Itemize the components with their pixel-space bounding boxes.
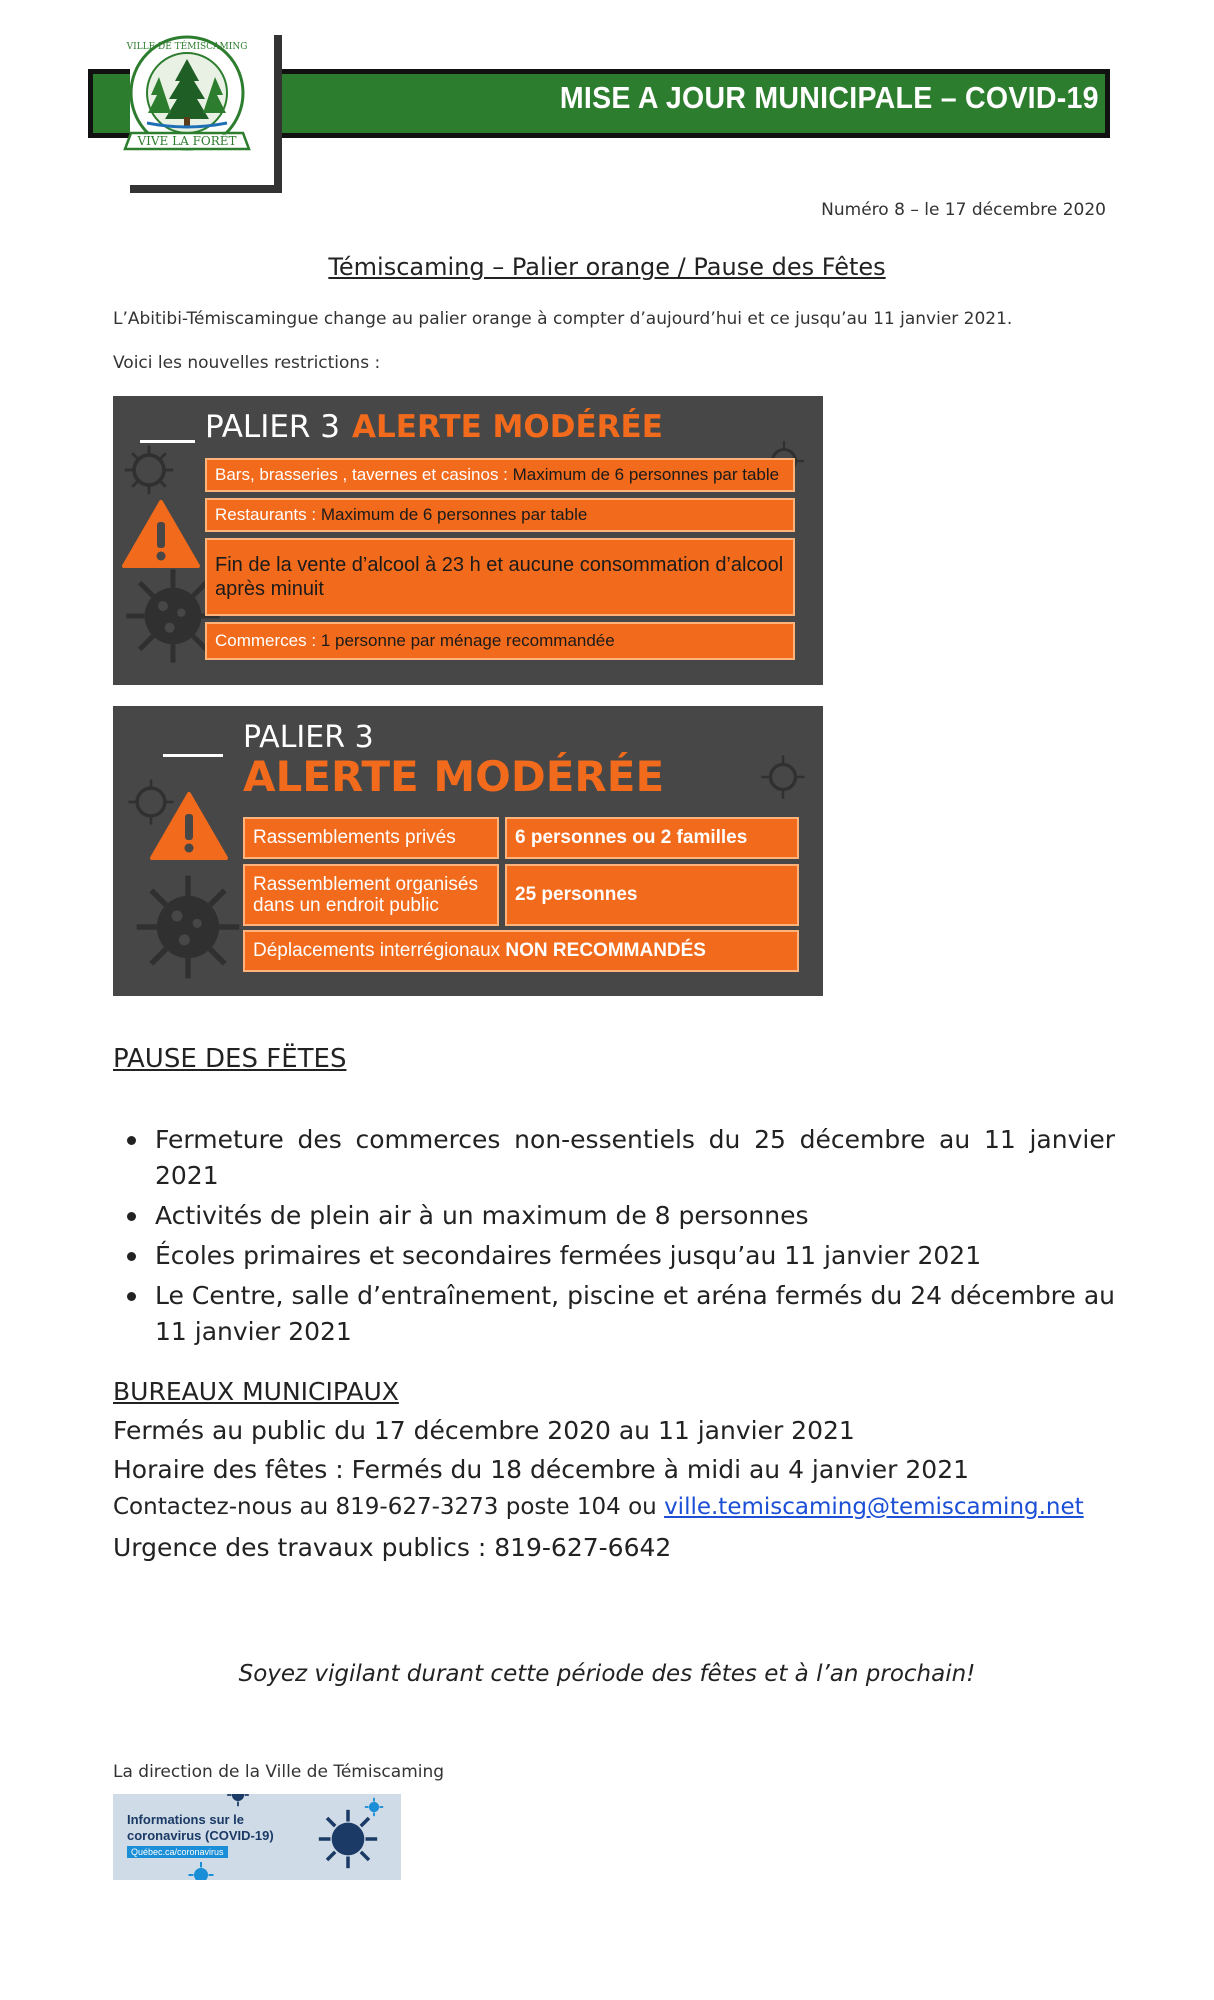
intro-paragraph: L’Abitibi-Témiscamingue change au palier orange à compter d’aujourd’hui et ce jusqu’au 11 janvier 2021. — [113, 309, 1013, 329]
panel1-title: PALIER 3 ALERTE MODÉRÉE — [205, 409, 663, 445]
bureaux-heading: BUREAUX MUNICIPAUX — [113, 1377, 399, 1406]
header-title: MISE A JOUR MUNICIPALE – COVID-19 — [560, 80, 1099, 115]
gathering-value: 6 personnes ou 2 familles — [505, 817, 799, 859]
logo-ribbon-text: VIVE LA FORÊT — [137, 134, 237, 148]
list-item: Fermeture des commerces non-essentiels du 25 décembre au 11 janvier 2021 — [125, 1122, 1115, 1194]
bureaux-contact: Contactez-nous au 819-627-3273 poste 104 ou ville.temiscaming@temiscaming.net — [113, 1494, 1084, 1520]
virus-icon-bottom — [181, 1860, 221, 1880]
restriction-row: Restaurants : Maximum de 6 personnes par table — [205, 498, 795, 532]
virus-icon-small — [758, 752, 808, 802]
travel-row: Déplacements interrégionaux NON RECOMMANDÉS — [243, 930, 799, 972]
info-title: Informations sur le coronavirus (COVID-19) — [127, 1812, 274, 1843]
logo-top-text: VILLE DE TÉMISCAMING — [126, 42, 248, 52]
covid-info-banner[interactable] — [113, 1794, 401, 1880]
restriction-row: Commerces : 1 personne par ménage recommandée — [205, 622, 795, 660]
issue-date: Numéro 8 – le 17 décembre 2020 — [821, 200, 1106, 220]
bureaux-emergency: Urgence des travaux publics : 819-627-6642 — [113, 1533, 672, 1562]
virus-icon-small — [363, 1796, 385, 1818]
virus-icon-top — [221, 1794, 255, 1808]
email-link[interactable]: ville.temiscaming@temiscaming.net — [664, 1494, 1084, 1520]
intro-lead: Voici les nouvelles restrictions : — [113, 353, 381, 373]
gathering-label: Rassemblements privés — [243, 817, 499, 859]
virus-icon — [121, 442, 177, 498]
title-dash — [163, 754, 223, 757]
pause-list — [125, 1122, 1115, 1354]
gathering-value: 25 personnes — [505, 864, 799, 926]
town-logo — [117, 31, 257, 171]
panel2-palier: PALIER 3 — [243, 720, 374, 755]
restriction-row: Bars, brasseries , tavernes et casinos : Maximum de 6 personnes par table — [205, 458, 795, 492]
pause-heading: PAUSE DES FËTES — [113, 1044, 347, 1074]
warning-icon — [121, 498, 201, 570]
info-url: Québec.ca/coronavirus — [127, 1846, 228, 1858]
virus-icon-large — [133, 872, 243, 982]
gathering-label: Rassemblement organisés dans un endroit public — [243, 864, 499, 926]
list-item: Le Centre, salle d’entraînement, piscine et aréna fermés du 24 décembre au 11 janvier 2021 — [125, 1278, 1115, 1350]
alert-panel-1 — [113, 396, 823, 685]
restriction-row: Fin de la vente d’alcool à 23 h et aucune consommation d’alcool après minuit — [205, 538, 795, 616]
page-subtitle: Témiscaming – Palier orange / Pause des Fêtes — [328, 253, 886, 281]
virus-icon — [125, 776, 177, 828]
closing-message: Soyez vigilant durant cette période des fêtes et à l’an prochain! — [238, 1661, 976, 1687]
list-item: Activités de plein air à un maximum de 8 personnes — [125, 1198, 1115, 1234]
panel2-alert: ALERTE MODÉRÉE — [243, 752, 665, 801]
signature: La direction de la Ville de Témiscaming — [113, 1762, 445, 1782]
list-item: Écoles primaires et secondaires fermées jusqu’au 11 janvier 2021 — [125, 1238, 1115, 1274]
bureaux-hours: Horaire des fêtes : Fermés du 18 décembre à midi au 4 janvier 2021 — [113, 1455, 970, 1484]
alert-panel-2 — [113, 706, 823, 996]
bureaux-closure: Fermés au public du 17 décembre 2020 au 11 janvier 2021 — [113, 1416, 855, 1445]
